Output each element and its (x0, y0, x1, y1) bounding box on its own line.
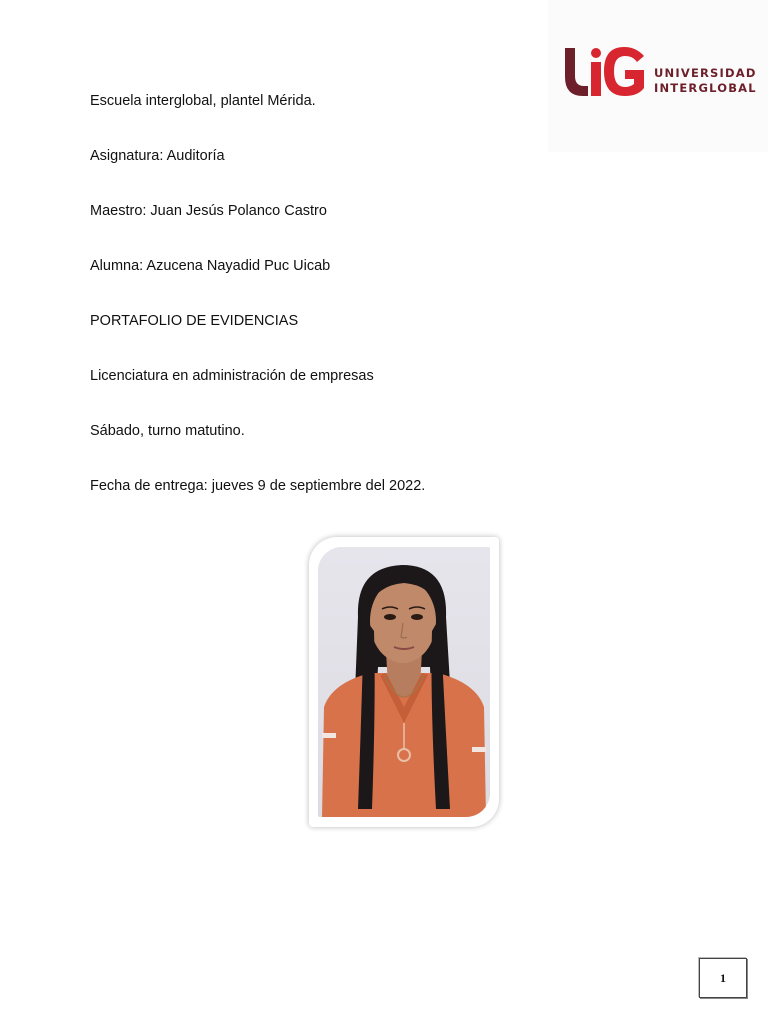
degree-line: Licenciatura en administración de empresas (90, 368, 374, 384)
teacher-line: Maestro: Juan Jesús Polanco Castro (90, 203, 327, 219)
schedule-line: Sábado, turno matutino. (90, 423, 245, 439)
page-number: 1 (699, 958, 747, 998)
university-name-line2: INTERGLOBAL (654, 81, 757, 95)
subject-line: Asignatura: Auditoría (90, 148, 225, 164)
student-portrait-icon (318, 547, 490, 817)
student-line: Alumna: Azucena Nayadid Puc Uicab (90, 258, 331, 274)
document-title: PORTAFOLIO DE EVIDENCIAS (90, 313, 299, 329)
due-date-line: Fecha de entrega: jueves 9 de septiembre del 2022. (90, 478, 426, 494)
university-name-line1: UNIVERSIDAD (654, 66, 757, 80)
university-logo-icon (562, 44, 646, 98)
photo-frame (309, 537, 499, 827)
university-name (654, 66, 757, 96)
school-line: Escuela interglobal, plantel Mérida. (90, 93, 316, 109)
student-photo (318, 547, 490, 817)
